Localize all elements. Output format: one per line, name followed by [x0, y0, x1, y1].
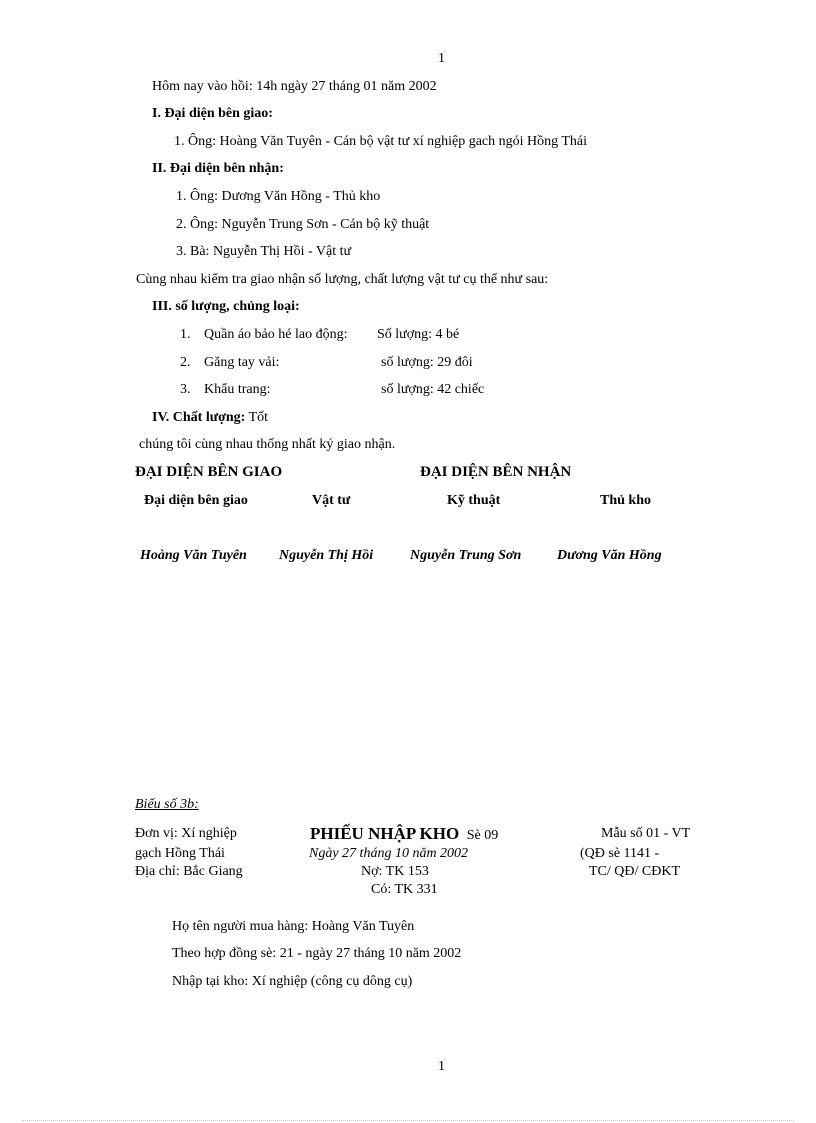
section2-item: 3. Bà: Nguyễn Thị Hồi - Vật tư	[176, 244, 352, 259]
contract-line: Theo hợp đồng sè: 21 - ngày 27 tháng 10 năm 2002	[172, 946, 462, 961]
item-name: Khẩu trang:	[204, 382, 271, 397]
buyer-line: Họ tên người mua hàng: Hoàng Văn Tuyên	[172, 919, 415, 934]
page-number-bottom: 1	[438, 1059, 445, 1074]
section4-value: Tốt	[248, 410, 269, 425]
form-title-line	[310, 825, 498, 843]
nhan-representative-title: ĐẠI DIỆN BÊN NHẬN	[420, 464, 572, 480]
signer-name: Nguyễn Thị Hồi	[279, 548, 374, 563]
debit-account: Nợ: TK 153	[361, 864, 429, 879]
signer-name: Dương Văn Hồng	[557, 548, 662, 563]
signature-role: Vật tư	[312, 493, 351, 508]
item-quantity: Số lượng: 4 bé	[377, 327, 460, 342]
form-label: Biểu số 3b:	[135, 797, 199, 812]
template-line: (QĐ sè 1141 -	[580, 846, 660, 861]
section2-item: 2. Ông: Nguyễn Trung Sơn - Cán bộ kỹ thuật	[176, 217, 430, 232]
item-number: 3.	[180, 382, 191, 397]
page-number-top: 1	[438, 51, 445, 66]
template-line: TC/ QĐ/ CĐKT	[589, 864, 680, 879]
item-name: Găng tay vải:	[204, 355, 280, 370]
item-name: Quần áo bảo hé lao động:	[204, 327, 348, 342]
template-line: Mẫu số 01 - VT	[601, 826, 691, 841]
agreement-line: chúng tôi cùng nhau thống nhất ký giao nhận.	[139, 437, 396, 452]
section3-heading: III. số lượng, chủng loại:	[152, 299, 300, 314]
form-date: Ngày 27 tháng 10 năm 2002	[309, 846, 469, 861]
credit-account: Có: TK 331	[371, 882, 438, 897]
signature-role: Đại diện bên giao	[144, 493, 248, 508]
item-quantity: số lượng: 42 chiếc	[381, 382, 485, 397]
item-quantity: số lượng: 29 đôi	[381, 355, 473, 370]
unit-line: Đơn vị: Xí nghiệp	[135, 826, 237, 841]
signer-name: Nguyễn Trung Sơn	[410, 548, 522, 563]
check-statement: Cùng nhau kiểm tra giao nhận số lượng, chất lượng vật tư cụ thể như sau:	[136, 272, 549, 287]
section1-heading: I. Đại diện bên giao:	[152, 106, 273, 121]
address-line: Địa chỉ: Bắc Giang	[135, 864, 243, 879]
intro-line: Hôm nay vào hồi: 14h ngày 27 tháng 01 năm 2002	[152, 79, 437, 94]
form-title: PHIẾU NHẬP KHO	[310, 824, 460, 843]
unit-line: gạch Hồng Thái	[135, 846, 225, 861]
signature-role: Thủ kho	[600, 493, 651, 508]
section2-heading: II. Đại diện bên nhận:	[152, 161, 284, 176]
section4-heading: IV. Chất lượng:	[152, 410, 246, 425]
form-number: Sè 09	[466, 828, 499, 843]
signer-name: Hoàng Văn Tuyên	[140, 548, 247, 563]
warehouse-line: Nhập tại kho: Xí nghiệp (công cụ dông cụ)	[172, 974, 413, 989]
page-break-line	[22, 1120, 794, 1121]
giao-representative-title: ĐẠI DIỆN BÊN GIAO	[135, 464, 283, 480]
signature-role: Kỹ thuật	[447, 493, 501, 508]
section4-line	[152, 411, 268, 425]
item-number: 1.	[180, 327, 191, 342]
item-number: 2.	[180, 355, 191, 370]
section1-item: 1. Ông: Hoàng Văn Tuyên - Cán bộ vật tư xí nghiệp gach ngói Hồng Thái	[174, 134, 588, 149]
section2-item: 1. Ông: Dương Văn Hồng - Thủ kho	[176, 189, 381, 204]
